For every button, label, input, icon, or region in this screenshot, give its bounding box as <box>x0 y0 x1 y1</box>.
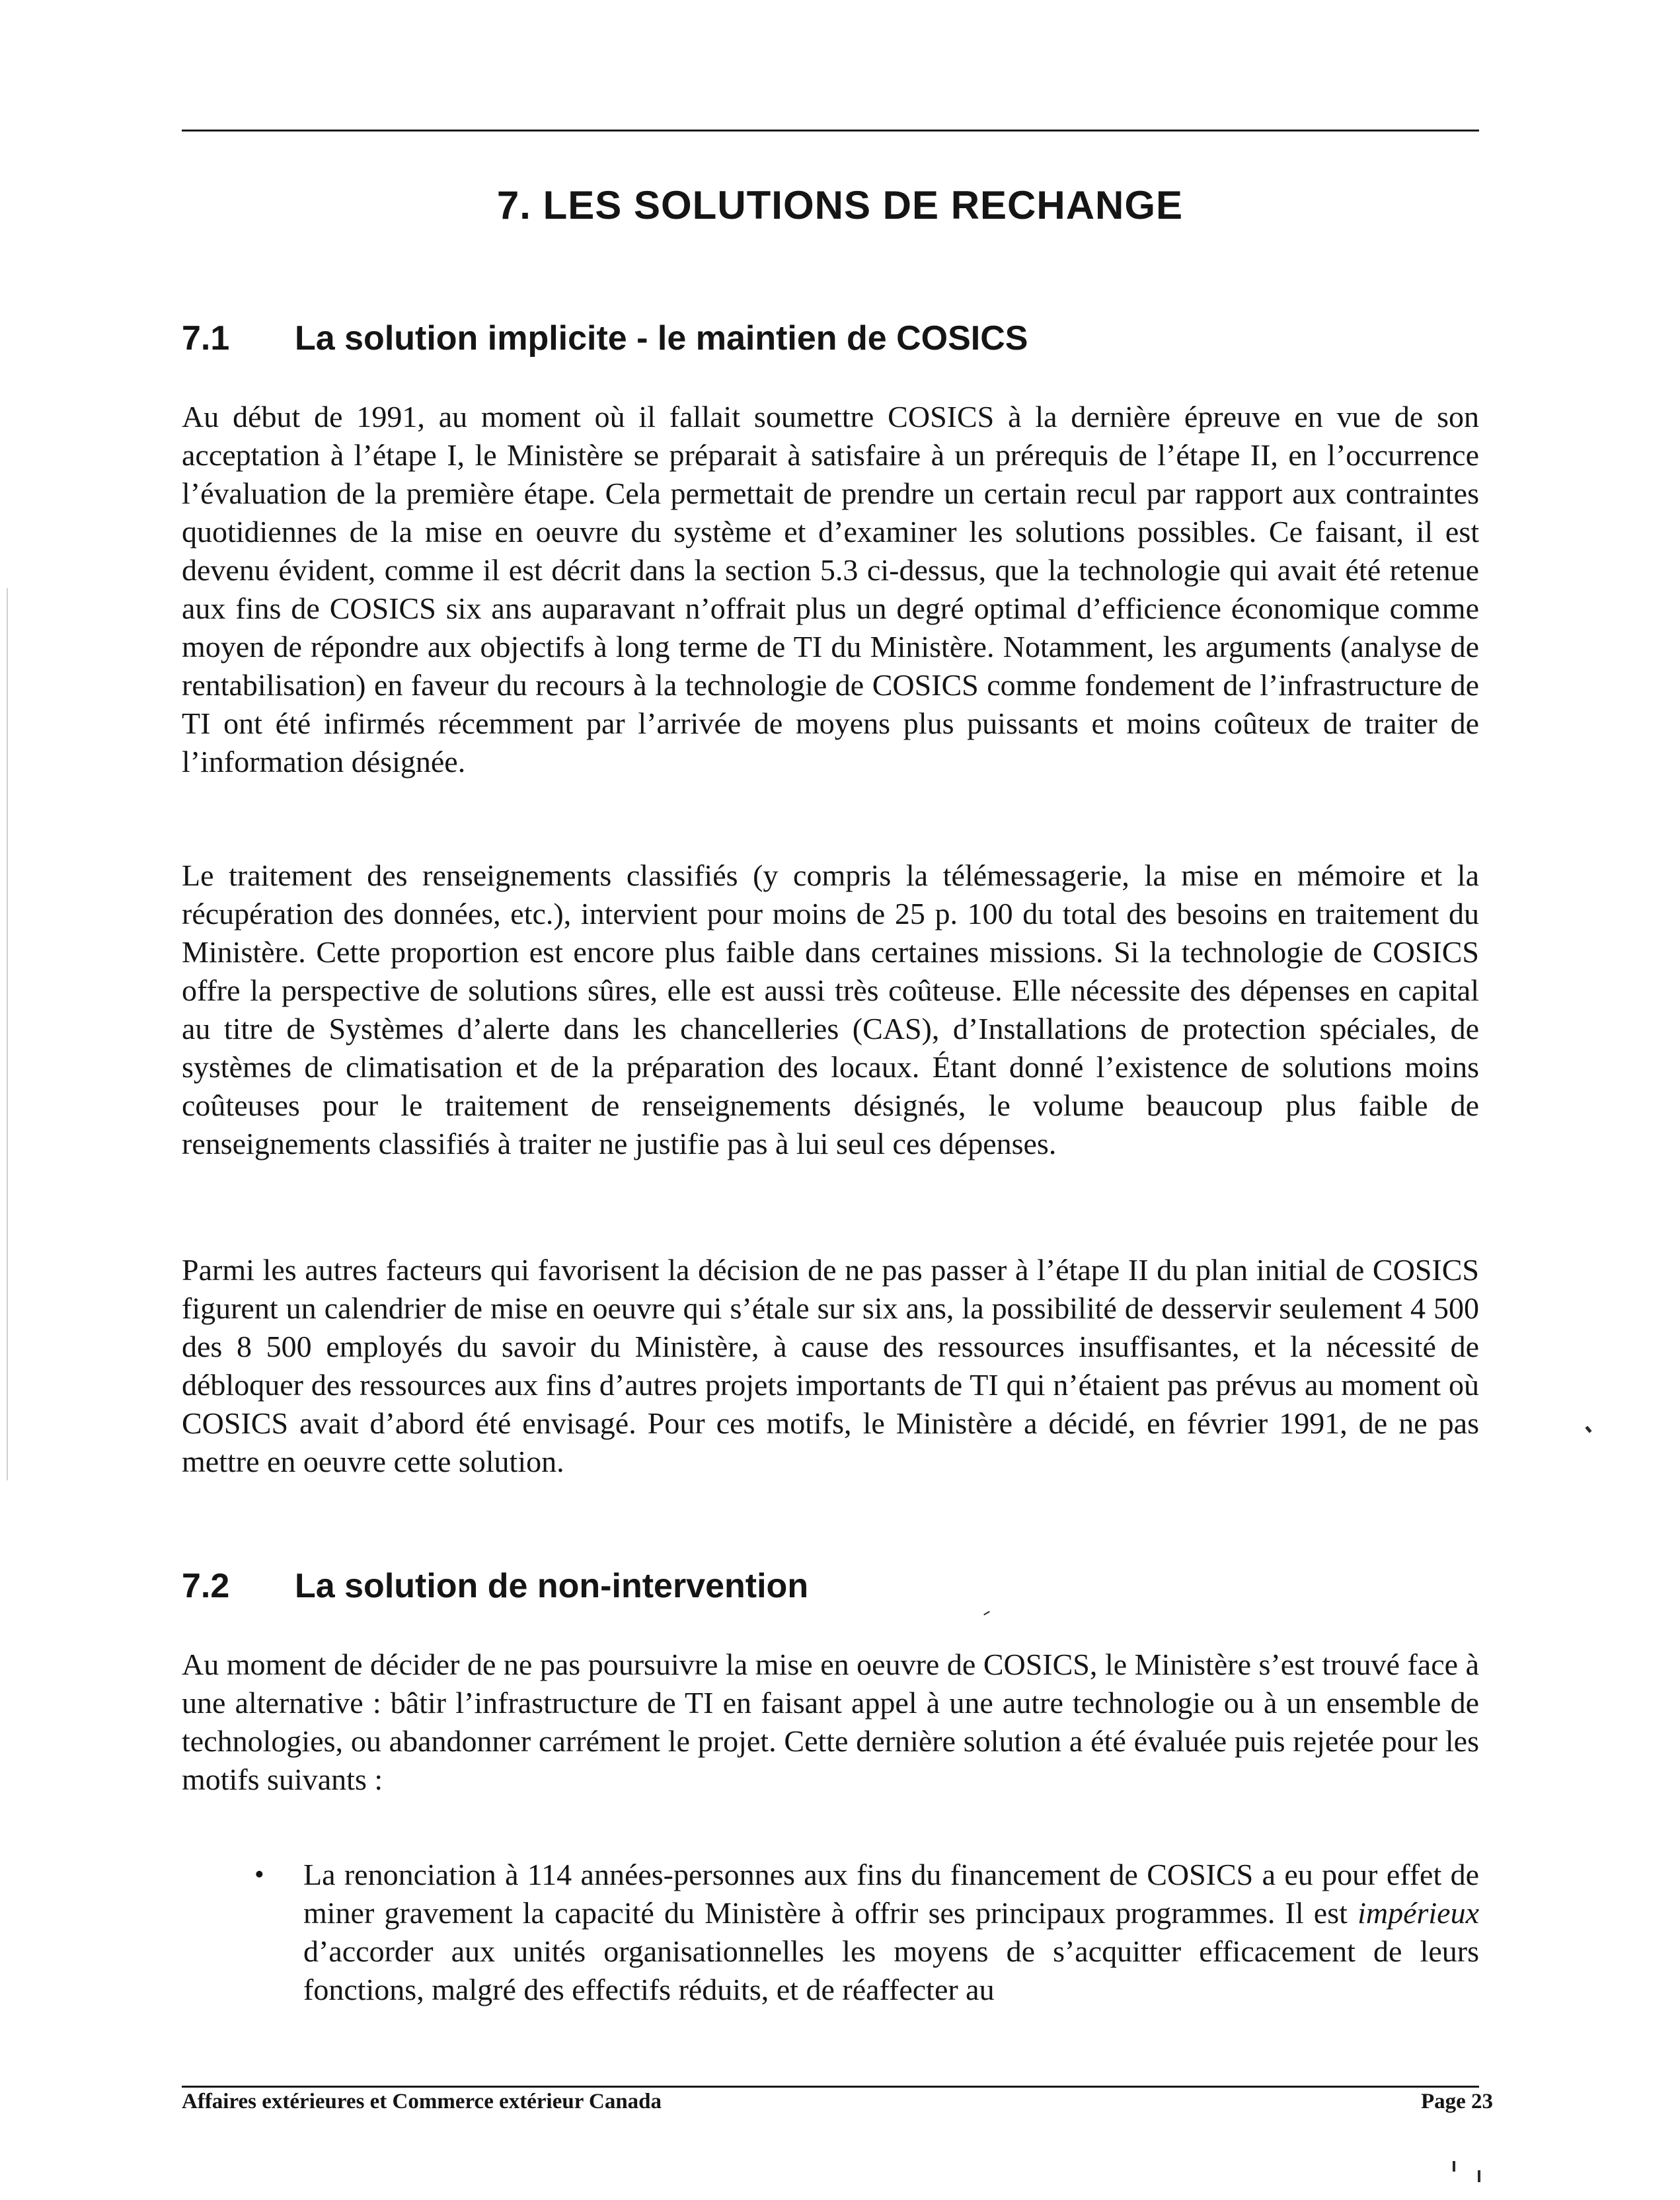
scan-speck <box>1478 2170 1480 2182</box>
emphasized-word: impérieux <box>1357 1896 1479 1930</box>
footer-page-number: Page 23 <box>1421 2090 1494 2113</box>
scan-speck <box>1585 1426 1591 1433</box>
scan-speck <box>1453 2161 1455 2172</box>
paragraph: Parmi les autres facteurs qui favorisent la décision de ne pas passer à l’étape II du plan initial de COSICS figurent un calendrier de mise en oeuvre qui s’étale sur six ans, la possibilité de desservir seulement 4 500 des 8 500 employés du savoir du Ministère, à cause des ressources insuffisantes, et la nécessité de débloquer des ressources aux fins d’autres projets importants de TI qui n’étaient pas prévus au moment où COSICS avait d’abord été envisagé. Pour ces motifs, le Ministère a décidé, en février 1991, de ne pas mettre en oeuvre cette solution. <box>182 1253 1479 1478</box>
scan-speck <box>983 1611 990 1616</box>
paragraph: Au début de 1991, au moment où il fallait soumettre COSICS à la dernière épreuve en vue de son acceptation à l’étape I, le Ministère se préparait à satisfaire à un prérequis de l’étape II, en l’occurrence l’évaluation de la première étape. Cela permettait de prendre un certain recul par rapport aux contraintes quotidiennes de la mise en oeuvre du système et d’examiner les solutions possibles. Ce faisant, il est devenu évident, comme il est décrit dans la section 5.3 ci-dessus, que la technologie qui avait été retenue aux fins de COSICS six ans auparavant n’offrait plus un degré optimal d’efficience économique comme moyen de répondre aux objectifs à long terme de TI du Ministère. Notamment, les arguments (analyse de rentabilisation) en faveur du recours à la technologie de COSICS comme fondement de l’infrastructure de TI ont été infirmés récemment par l’arrivée de moyens plus puissants et moins coûteux de traiter de l’information désignée. <box>182 400 1479 778</box>
section-title: La solution de non-intervention <box>295 1567 809 1605</box>
section-title: La solution implicite - le maintien de COSICS <box>295 319 1028 358</box>
chapter-title: 7. LES SOLUTIONS DE RECHANGE <box>496 183 1184 227</box>
section-number: 7.2 <box>182 1567 230 1605</box>
paragraph: Au moment de décider de ne pas poursuivre la mise en oeuvre de COSICS, le Ministère s’est trouvé face à une alternative : bâtir l’infrastructure de TI en faisant appel à une autre technologie ou à un ensemble de technologies, ou abandonner carrément le projet. Cette dernière solution a été évaluée puis rejetée pour les motifs suivants : <box>182 1648 1479 1796</box>
header-rule <box>182 130 1479 132</box>
bullet-icon: • <box>254 1860 264 1890</box>
section-heading-7-2 <box>182 1566 808 1606</box>
section-number: 7.1 <box>182 319 230 358</box>
paragraph: Le traitement des renseignements classifiés (y compris la télémessagerie, la mise en mémoire et la récupération des données, etc.), intervient pour moins de 25 p. 100 du total des besoins en traitement du Ministère. Cette proportion est encore plus faible dans certaines missions. Si la technologie de COSICS offre la perspective de solutions sûres, elle est aussi très coûteuse. Elle nécessite des dépenses en capital au titre de Systèmes d’alerte dans les chancelleries (CAS), d’Installations de protection spéciales, de systèmes de climatisation et de la préparation des locaux. Étant donné l’existence de solutions moins coûteuses pour le traitement de renseignements désignés, le volume beaucoup plus faible de renseignements classifiés à traiter ne justifie pas à lui seul ces dépenses. <box>182 858 1479 1160</box>
section-heading-7-1 <box>182 319 1028 358</box>
scan-edge-shadow <box>7 588 8 1480</box>
footer-rule <box>182 2086 1479 2088</box>
bullet-text: La renonciation à 114 années-personnes aux fins du financement de COSICS a eu pour effet de miner gravement la capacité du Ministère à offrir ses principaux programmes. Il est impérieux d’accorder aux unités organisationnelles les moyens de s’acquitter efficacement de leurs fonctions, malgré des effectifs réduits, et de réaffecter au <box>303 1858 1479 2006</box>
footer-organization: Affaires extérieures et Commerce extérieur Canada <box>182 2090 662 2113</box>
